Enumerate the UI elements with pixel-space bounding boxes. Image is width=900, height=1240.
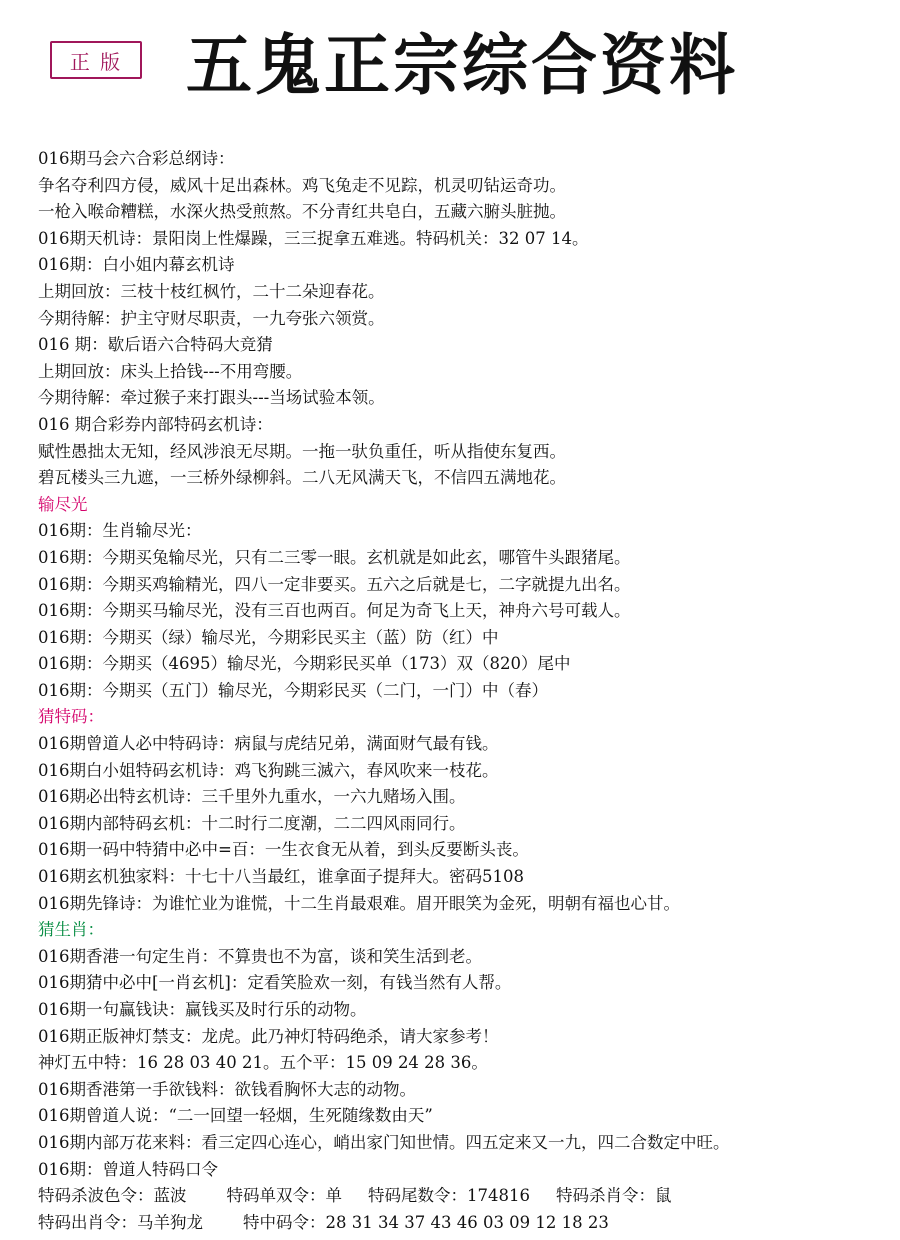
text-line: 神灯五中特：16 28 03 40 21。五个平：15 09 24 28 36。 bbox=[38, 1053, 488, 1073]
text-line: 016期先锋诗：为谁忙业为谁慌，十二生肖最艰难。眉开眼笑为金死，明朝有福也心甘。 bbox=[38, 893, 680, 913]
text-line: 016期：白小姐内幕玄机诗 bbox=[38, 255, 235, 275]
text-line: 016期猜中必中[一肖玄机]：定看笑脸欢一刻，有钱当然有人帮。 bbox=[38, 973, 512, 993]
order-tail: 特码尾数令：174816 bbox=[368, 1186, 530, 1206]
text-line: 上期回放：三枝十枝红枫竹，二十二朵迎春花。 bbox=[38, 281, 385, 301]
text-line: 一枪入喉命糟糕，水深火热受煎熬。不分青红共皂白，五藏六腑头脏抛。 bbox=[38, 202, 566, 222]
order-zodiac: 特码出肖令：马羊狗龙 bbox=[38, 1212, 203, 1232]
text-line: 016期一句赢钱诀：赢钱买及时行乐的动物。 bbox=[38, 1000, 367, 1019]
text-line: 016期玄机独家料：十七十八当最红，谁拿面子提拜大。密码5108 bbox=[38, 867, 524, 887]
text-line: 016期必出特玄机诗：三千里外九重水，一六九赌场入围。 bbox=[38, 787, 466, 807]
section-heading-shengxiao: 猜生肖： bbox=[38, 920, 104, 940]
text-line: 上期回放：床头上拾钱---不用弯腰。 bbox=[38, 361, 303, 381]
text-line: 016期：今期买（绿）输尽光，今期彩民买主（蓝）防（红）中 bbox=[38, 627, 499, 647]
text-line: 016期内部万花来料：看三定四心连心，峭出家门知世情。四五定来又一九，四二合数定中旺。 bbox=[38, 1132, 730, 1152]
order-oddeven: 特码单双令：单 bbox=[226, 1186, 342, 1206]
text-line: 016期：今期买兔输尽光，只有二三零一眼。玄机就是如此玄，哪管牛头跟猪尾。 bbox=[38, 547, 631, 567]
text-line: 016期天机诗：景阳岗上性爆躁，三三捉拿五难逃。特码机关：32 07 14。 bbox=[38, 228, 589, 248]
text-line: 016期马会六合彩总纲诗： bbox=[38, 149, 235, 168]
text-line: 016期：今期买（4695）输尽光，今期彩民买单（173）双（820）尾中 bbox=[38, 654, 571, 674]
text-line: 016期正版神灯禁支：龙虎。此乃神灯特码绝杀，请大家参考！ bbox=[38, 1026, 499, 1046]
section-heading-shu: 输尽光 bbox=[38, 494, 88, 514]
text-line: 016期一码中特猜中必中=百：一生衣食无从着，到头反要断头丧。 bbox=[38, 840, 529, 860]
section-heading-tema: 猜特码： bbox=[38, 707, 104, 727]
text-line: 016期：今期买（五门）输尽光，今期彩民买（二门，一门）中（春） bbox=[38, 680, 548, 700]
text-line: 016 期合彩券内部特码玄机诗： bbox=[38, 414, 273, 434]
text-line: 016期曾道人说：“二一回望一轻烟，生死随缘数由天” bbox=[38, 1106, 433, 1126]
text-line: 016 期：歇后语六合特码大竞猜 bbox=[38, 335, 273, 355]
official-stamp: 正 版 bbox=[50, 41, 142, 79]
text-line: 016期曾道人必中特码诗：病鼠与虎结兄弟，满面财气最有钱。 bbox=[38, 734, 499, 754]
content-body bbox=[38, 146, 888, 1236]
text-line: 赋性愚拙太无知，经风涉浪无尽期。一拖一驮负重任，听从指使东复西。 bbox=[38, 441, 566, 461]
text-line: 今期待解：护主守财尽职责，一九夸张六领赏。 bbox=[38, 308, 385, 328]
order-kill: 特码杀肖令：鼠 bbox=[556, 1186, 672, 1206]
text-line: 016期香港第一手欲钱料：欲钱看胸怀大志的动物。 bbox=[38, 1079, 416, 1099]
text-line: 016期：生肖输尽光： bbox=[38, 521, 202, 541]
text-line: 016期内部特码玄机：十二时行二度潮，二二四风雨同行。 bbox=[38, 813, 466, 833]
text-line: 016期：曾道人特码口令 bbox=[38, 1159, 218, 1179]
text-line: 016期：今期买鸡输精光，四八一定非要买。五六之后就是七，二字就提九出名。 bbox=[38, 574, 631, 594]
text-line: 016期：今期买马输尽光，没有三百也两百。何足为奇飞上天，神舟六号可载人。 bbox=[38, 601, 631, 621]
page-title: 五鬼正宗综合资料 bbox=[186, 27, 738, 104]
orders-row-2 bbox=[38, 1210, 888, 1237]
orders-row-1 bbox=[38, 1183, 888, 1210]
text-line: 016期香港一句定生肖：不算贵也不为富，谈和笑生活到老。 bbox=[38, 946, 482, 966]
order-color: 特码杀波色令：蓝波 bbox=[38, 1186, 187, 1206]
text-line: 016期白小姐特码玄机诗：鸡飞狗跳三滅六，春风吹来一枝花。 bbox=[38, 760, 499, 780]
text-line: 碧瓦楼头三九遮，一三桥外绿柳斜。二八无风满天飞，不信四五满地花。 bbox=[38, 468, 566, 488]
order-numbers: 特中码令：28 31 34 37 43 46 03 09 12 18 23 bbox=[243, 1212, 609, 1232]
text-line: 争名夺利四方侵，威风十足出森林。鸡飞兔走不见踪，机灵叨钻运奇功。 bbox=[38, 175, 566, 195]
text-line: 今期待解：牵过猴子来打跟头---当场试验本领。 bbox=[38, 388, 385, 408]
